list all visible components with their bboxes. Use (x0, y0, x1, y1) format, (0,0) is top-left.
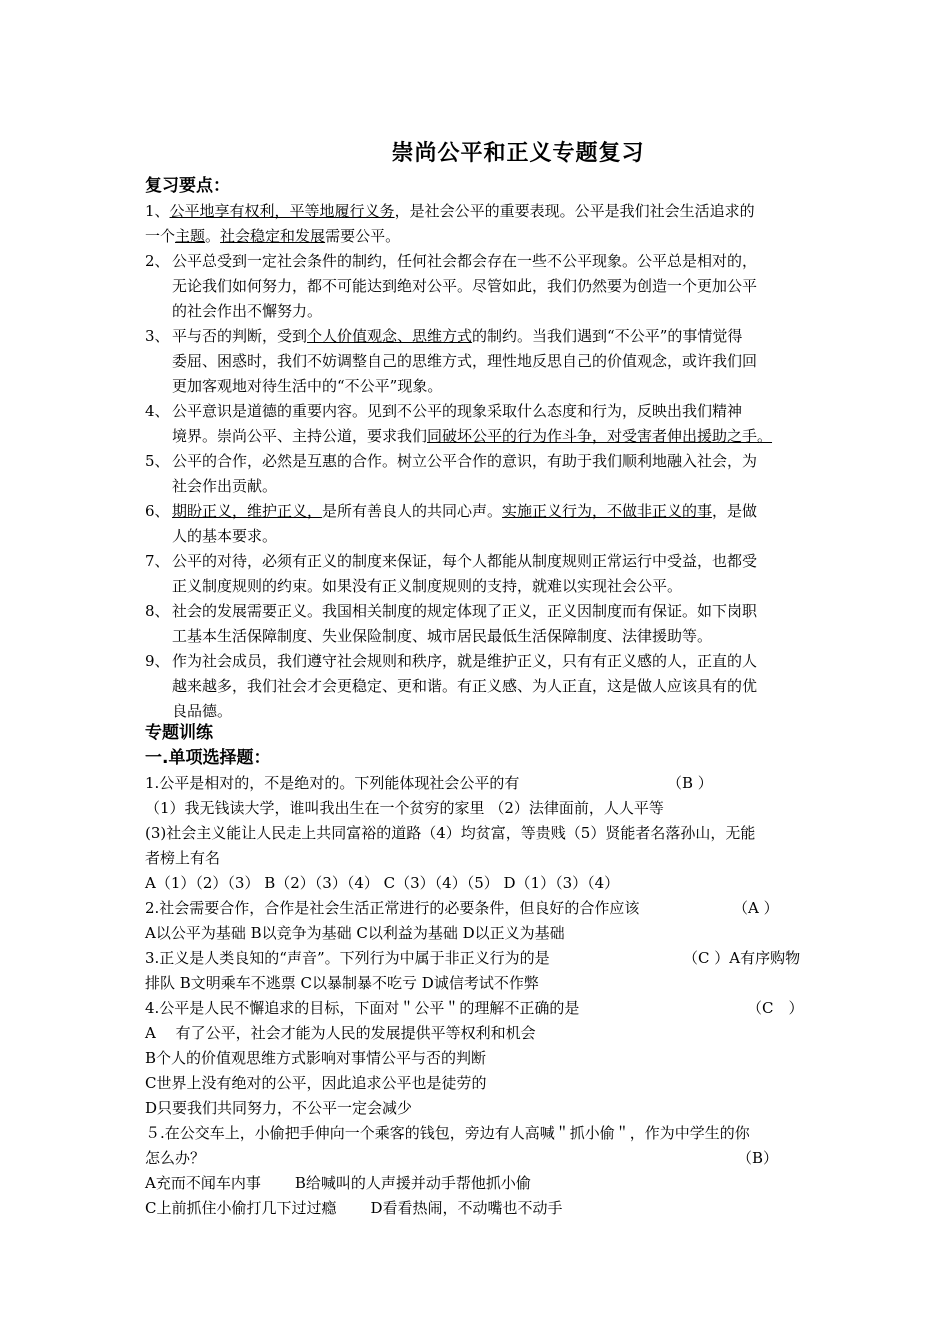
point-number: 6、 (145, 502, 170, 520)
option-d: D看看热闹，不动嘴也不动手 (370, 1199, 563, 1217)
point-text: 一个 (145, 227, 176, 245)
question-1 (145, 771, 810, 896)
review-point-1 (145, 199, 810, 249)
point-line: 公平的合作，必然是互惠的合作。树立公平合作的意识，有助于我们顺利地融入社会，为 (172, 452, 758, 470)
point-text: ，是社会公平的重要表现。公平是我们社会生活追求的 (394, 202, 755, 220)
point-line: 社会作出贡献。 (172, 477, 278, 495)
question-list (145, 771, 810, 1221)
question-stem: ５.在公交车上，小偷把手伸向一个乘客的钱包，旁边有人高喊＂抓小偷＂，作为中学生的你 (145, 1124, 750, 1142)
question-4 (145, 996, 810, 1121)
review-point-2 (145, 249, 810, 324)
option-a: A 有了公平，社会才能为人民的发展提供平等权利和机会 (145, 1024, 536, 1042)
answer-mark: （A ） (733, 899, 779, 917)
underlined-key-phrase: 个人价值观念、思维方式 (307, 327, 473, 345)
point-line: 公平总受到一定社会条件的制约，任何社会都会存在一些不公平现象。公平总是相对的， (172, 252, 758, 270)
point-text: 平与否的判断，受到 (172, 327, 308, 345)
underlined-key-phrase: 主题 (175, 227, 206, 245)
point-line: 工基本生活保障制度、失业保险制度、城市居民最低生活保障制度、法律援助等。 (172, 627, 713, 645)
review-point-6 (145, 499, 810, 549)
review-point-3 (145, 324, 810, 399)
point-text: ，是做 (712, 502, 758, 520)
point-text: 境界。崇尚公平、主持公道，要求我们 (172, 427, 428, 445)
question-stem: 2.社会需要合作，合作是社会生活正常进行的必要条件，但良好的合作应该 (145, 899, 640, 917)
point-text: 需要公平。 (325, 227, 401, 245)
answer-mark: （C ） (747, 999, 804, 1017)
option-b: B个人的价值观思维方式影响对事情公平与否的判断 (145, 1049, 487, 1067)
document-title: 崇尚公平和正义专题复习 (391, 141, 645, 166)
section-heading: 一.单项选择题： (145, 748, 271, 768)
answer-mark: （B ） (667, 774, 713, 792)
question-options: A（1）（2）（3） B（2）（3）（4） C（3）（4）（5） D（1）（3）（4） (145, 874, 620, 892)
question-options: A以公平为基础 B以竞争为基础 C以利益为基础 D以正义为基础 (145, 924, 565, 942)
answer-mark: （B） (737, 1149, 779, 1167)
point-number: 4、 (145, 402, 170, 420)
question-options: 排队 B文明乘车不逃票 C以暴制暴不吃亏 D诚信考试不作弊 (145, 974, 539, 992)
question-line: （1）我无钱读大学，谁叫我出生在一个贫穷的家里 （2）法律面前，人人平等 (145, 799, 664, 817)
underlined-key-phrase: 同破坏公平的行为作斗争，对受害者伸出援助之手。 (427, 427, 773, 445)
point-number: 9、 (145, 652, 170, 670)
question-2 (145, 896, 810, 946)
underlined-key-phrase: 期盼正义，维护正义， (172, 502, 323, 520)
point-line: 作为社会成员，我们遵守社会规则和秩序，就是维护正义，只有有正义感的人，正直的人 (172, 652, 758, 670)
point-number: 2、 (145, 252, 170, 270)
point-number: 1、 (145, 202, 170, 220)
question-stem: 1.公平是相对的，不是绝对的。下列能体现社会公平的有 (145, 774, 520, 792)
question-5 (145, 1121, 810, 1221)
review-points (145, 199, 810, 724)
question-line: 者榜上有名 (145, 849, 221, 867)
underlined-key-phrase: 社会稳定和发展 (220, 227, 326, 245)
point-line: 无论我们如何努力，都不可能达到绝对公平。尽管如此，我们仍然要为创造一个更加公平 (172, 277, 758, 295)
option-a: A充而不闻车内事 (145, 1174, 261, 1192)
point-line: 公平的对待，必须有正义的制度来保证，每个人都能从制度规则正常运行中受益，也都受 (172, 552, 758, 570)
review-point-9 (145, 649, 810, 724)
option-d: D只要我们共同努力，不公平一定会减少 (145, 1099, 413, 1117)
point-text: 是所有善良人的共同心声。 (322, 502, 503, 520)
question-stem: 3.正义是人类良知的“声音”。下列行为中属于非正义行为的是 (145, 949, 550, 967)
question-line: (3)社会主义能让人民走上共同富裕的道路（4）均贫富，等贵贱（5）贤能者名落孙山，无能 (145, 824, 756, 842)
point-line: 公平意识是道德的重要内容。见到不公平的现象采取什么态度和行为，反映出我们精神 (172, 402, 743, 420)
option-b: B给喊叫的人声援并动手帮他抓小偷 (294, 1174, 531, 1192)
option-c: C上前抓住小偷打几下过过瘾 (145, 1199, 337, 1217)
review-point-4 (145, 399, 810, 449)
question-stem: 4.公平是人民不懈追求的目标，下面对＂公平＂的理解不正确的是 (145, 999, 580, 1017)
point-line: 人的基本要求。 (172, 527, 278, 545)
point-line: 更加客观地对待生活中的“不公平”现象。 (172, 377, 443, 395)
point-line: 越来越多，我们社会才会更稳定、更和谐。有正义感、为人正直，这是做人应该具有的优 (172, 677, 758, 695)
point-line: 良品德。 (172, 702, 233, 720)
point-line: 的社会作出不懈努力。 (172, 302, 323, 320)
review-heading: 复习要点： (145, 176, 230, 196)
point-number: 5、 (145, 452, 170, 470)
point-line: 社会的发展需要正义。我国相关制度的规定体现了正义，正义因制度而有保证。如下岗职 (172, 602, 758, 620)
point-line: 正义制度规则的约束。如果没有正义制度规则的支持，就难以实现社会公平。 (172, 577, 683, 595)
underlined-key-phrase: 公平地享有权利，平等地履行义务 (169, 202, 395, 220)
question-3 (145, 946, 810, 996)
answer-mark: （C ）A有序购物 (683, 949, 801, 967)
review-point-7 (145, 549, 810, 599)
point-number: 8、 (145, 602, 170, 620)
question-line: 怎么办？ (145, 1149, 206, 1167)
review-point-5 (145, 449, 810, 499)
point-text: 的制约。当我们遇到“不公平”的事情觉得 (472, 327, 743, 345)
point-number: 3、 (145, 327, 170, 345)
point-text: 。 (205, 227, 221, 245)
training-heading: 专题训练 (145, 723, 213, 743)
review-point-8 (145, 599, 810, 649)
underlined-key-phrase: 实施正义行为，不做非正义的事 (502, 502, 713, 520)
option-c: C世界上没有绝对的公平，因此追求公平也是徒劳的 (145, 1074, 487, 1092)
point-number: 7、 (145, 552, 170, 570)
point-line: 委屈、困惑时，我们不妨调整自己的思维方式，理性地反思自己的价值观念，或许我们回 (172, 352, 758, 370)
